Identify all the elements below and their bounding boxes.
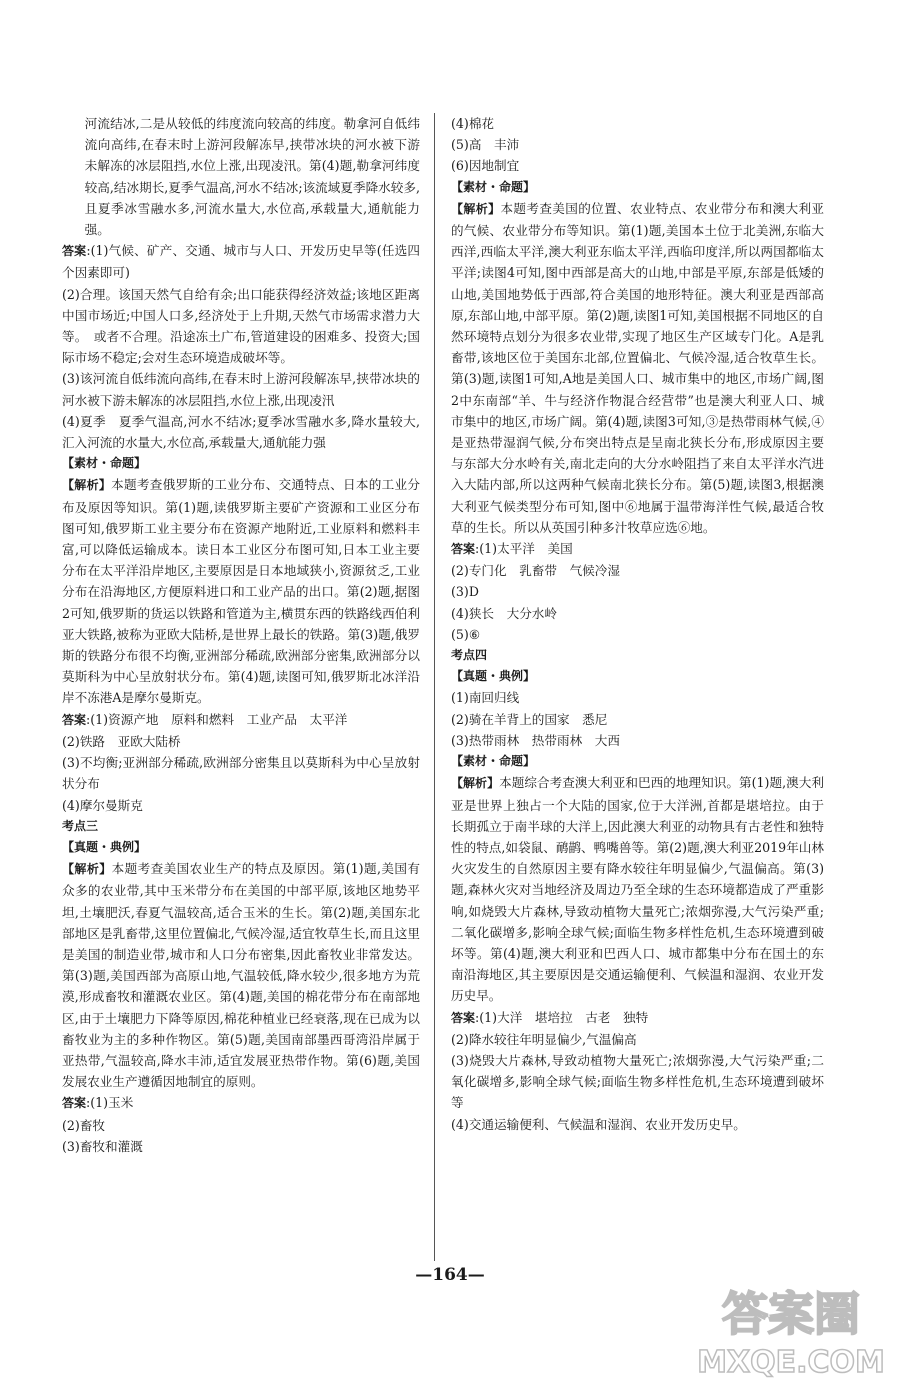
answer-line: (3)热带雨林 热带雨林 大西: [451, 732, 620, 748]
answer-line: (2)铁路 亚欧大陆桥: [62, 733, 181, 749]
answer-line: (6)因地制宜: [451, 158, 520, 174]
section-heading: 【素材・命题】: [62, 456, 147, 471]
answer-line: (4)夏季 夏季气温高,河水不结冰;夏季冰雪融水多,降水量较大,汇入河流的水量大,水位高,承载量大,通航能力强: [62, 413, 420, 451]
topic-heading: 考点三: [62, 818, 99, 833]
answer-line: (4)狭长 大分水岭: [451, 605, 557, 621]
section-heading: 【真题・典例】: [451, 669, 536, 684]
answer-line: (3)烧毁大片森林,导致动植物大量死亡;浓烟弥漫,大气污染严重;二氧化碳增多,影响全球气候;面临生物多样性危机,生态环境遭到破坏等: [451, 1052, 824, 1111]
answer-line: (3)不均衡;亚洲部分稀疏,欧洲部分密集且以莫斯科为中心呈放射状分布: [62, 755, 420, 792]
section-heading: 【素材・命题】: [451, 754, 536, 769]
answer-line: (5)高 丰沛: [451, 137, 520, 153]
topic-heading: 考点四: [451, 648, 488, 663]
answer-line: (4)交通运输便利、气候温和湿润、农业开发历史早。: [451, 1116, 746, 1132]
svg-text:MXQE.COM: MXQE.COM: [697, 1345, 885, 1380]
answer: 答案:(1)大洋 堪培拉 古老 独特: [451, 1009, 649, 1025]
answer: 答案:(1)太平洋 美国: [451, 541, 573, 557]
answer-line: (2)骑在羊背上的国家 悉尼: [451, 711, 608, 727]
answer-line: (4)棉花: [451, 116, 495, 131]
answer-line: (3)D: [451, 584, 479, 600]
watermark-logo: [696, 1272, 886, 1382]
section-heading: 【素材・命题】: [451, 179, 536, 194]
answer-line: (4)摩尔曼斯克: [62, 797, 143, 813]
answer-line: (1)南回归线: [451, 690, 520, 706]
answer-line: (2)专门化 乳畜带 气候冷湿: [451, 563, 620, 579]
analysis: 【解析】本题综合考查澳大利亚和巴西的地理知识。第(1)题,澳大利亚是世界上独占一个大陆的国家,位于大洋洲,首都是堪培拉。由于长期孤立于南半球的大洋上,因此澳大利亚的动物具有古老性和独特性的特点,如袋鼠、鸸鹋、鸭嘴兽等。第(2)题,澳大利亚2019年山林火灾发生的自然原因主要有降水较往年明显偏少,气温偏高。第(3)题,森林火灾对当地经济及周边乃至全球的生态环境都造成了严重影响,如烧毁大片森林,导致动植物大量死亡;浓烟弥漫,大气污染严重;二氧化碳增多,影响全球气候;面临生物多样性危机,生态环境遭到破坏等。第(4)题,澳大利亚和巴西人口、城市都集中分布在国土的东南沿海地区,其主要原因是交通运输便利、气候温和湿润、农业开发历史早。: [451, 775, 824, 1004]
page-number: —164—: [415, 1265, 485, 1285]
answer: 答案:(1)气候、矿产、交通、城市与人口、开发历史早等(任选四个因素即可): [62, 243, 420, 281]
answer-line: (3)畜牧和灌溉: [62, 1138, 143, 1154]
right-column: [451, 113, 824, 1135]
analysis: 【解析】本题考查美国农业生产的特点及原因。第(1)题,美国有众多的农业带,其中玉米带分布在美国的中部平原,该地区地势平坦,土壤肥沃,春夏气温较高,适合玉米的生长。第(2)题,美国东北部地区是乳畜带,这里位置偏北,气候冷湿,适宜牧草生长,而且这里是美国的制造业带,城市和人口分布密集,因此畜牧业非常发达。第(3)题,美国西部为高原山地,气温较低,降水较少,很多地方为荒漠,形成畜牧和灌溉农业区。第(4)题,美国的棉花带分布在南部地区,由于土壤肥力下降等原因,棉花种植业已经衰落,现在已成为以畜牧业为主的多种作物区。第(5)题,美国南部墨西哥湾沿岸属于亚热带,气温较高,降水丰沛,适宜发展亚热带作物。第(6)题,美国发展农业生产遵循因地制宜的原则。: [62, 861, 420, 1090]
answer-line: (2)畜牧: [62, 1117, 106, 1133]
paragraph: 河流结冰,二是从较低的纬度流向较高的纬度。勒拿河自低纬流向高纬,在春末时上游河段解冻早,挟带冰块的河水被下游未解冻的冰层阻挡,水位上涨,出现凌汛。第(4)题,勒拿河纬度较高,结冰期长,夏季气温高,河水不结冰;该流域夏季降水较多,且夏季冰雪融水多,河流水量大,水位高,承载量大,通航能力强。: [84, 116, 420, 238]
analysis: 【解析】本题考查俄罗斯的工业分布、交通特点、日本的工业分布及原因等知识。第(1)题,读俄罗斯主要矿产资源和工业区分布图可知,俄罗斯工业主要分布在资源产地附近,工业原料和燃料丰富,可以降低运输成本。读日本工业区分布图可知,日本工业主要分布在太平洋沿岸地区,主要原因是日本地域狭小,资源贫乏,工业分布在沿海地区,方便原料进口和工业产品的出口。第(2)题,据图2可知,俄罗斯的货运以铁路和管道为主,横贯东西的铁路线西伯利亚大铁路,被称为亚欧大陆桥,是世界上最长的铁路。第(3)题,俄罗斯的铁路分布很不均衡,亚洲部分稀疏,欧洲部分密集,欧洲部分以莫斯科为中心呈放射状分布。第(4)题,读图可知,俄罗斯北冰洋沿岸不冻港A是摩尔曼斯克。: [62, 477, 420, 706]
section-heading: 【真题・典例】: [62, 839, 147, 854]
answer-line: (2)降水较往年明显偏少,气温偏高: [451, 1031, 637, 1047]
column-divider: [434, 113, 435, 1261]
left-column: [62, 113, 420, 1157]
answer-line: (5)⑥: [451, 626, 481, 642]
answer: 答案:(1)玉米: [62, 1095, 134, 1111]
answer-line: (2)合理。该国天然气自给有余;出口能获得经济效益;该地区距离中国市场近;中国人口多,经济处于上升期,天然气市场需求潜力大等。 或者不合理。沿途冻土广布,管道建设的困难多、投资大;国际市场不稳定;会对生态环境造成破坏等。: [62, 286, 420, 366]
answer-line: (3)该河流自低纬流向高纬,在春末时上游河段解冻早,挟带冰块的河水被下游未解冻的冰层阻挡,水位上涨,出现凌汛: [62, 371, 420, 408]
svg-text:答案圈: 答案圈: [722, 1287, 860, 1341]
answer: 答案:(1)资源产地 原料和燃料 工业产品 太平洋: [62, 711, 348, 727]
analysis: 【解析】本题考查美国的位置、农业特点、农业带分布和澳大利亚的气候、农业带分布等知识。第(1)题,美国本土位于北美洲,东临大西洋,西临太平洋,澳大利亚东临太平洋,西临印度洋,所以两国都临太平洋;读图4可知,图中西部是高大的山地,中部是平原,东部是低矮的山地,美国地势低于西部,符合美国的地形特征。澳大利亚是西部高原,东部山地,中部平原。第(2)题,读图1可知,美国根据不同地区的自然环境特点划分为很多农业带,实现了地区生产区域专门化。A是乳畜带,该地区位于美国东北部,位置偏北、气候冷湿,适合牧草生长。第(3)题,读图1可知,A地是美国人口、城市集中的地区,市场广阔,图2中东南部“羊、牛与经济作物混合经营带”也是澳大利亚人口、城市集中的地区,市场广阔。第(4)题,读图3可知,③是热带雨林气候,④是亚热带湿润气候,分布突出特点是呈南北狭长分布,形成原因主要与东部大分水岭有关,南北走向的大分水岭阻挡了来自太平洋水汽进入大陆内部,所以这两种气候南北狭长分布。第(5)题,读图3,根据澳大利亚气候类型分布可知,图中⑥地属于温带海洋性气候,最适合牧草的生长。所以从英国引种多汁牧草应选⑥地。: [451, 200, 824, 535]
